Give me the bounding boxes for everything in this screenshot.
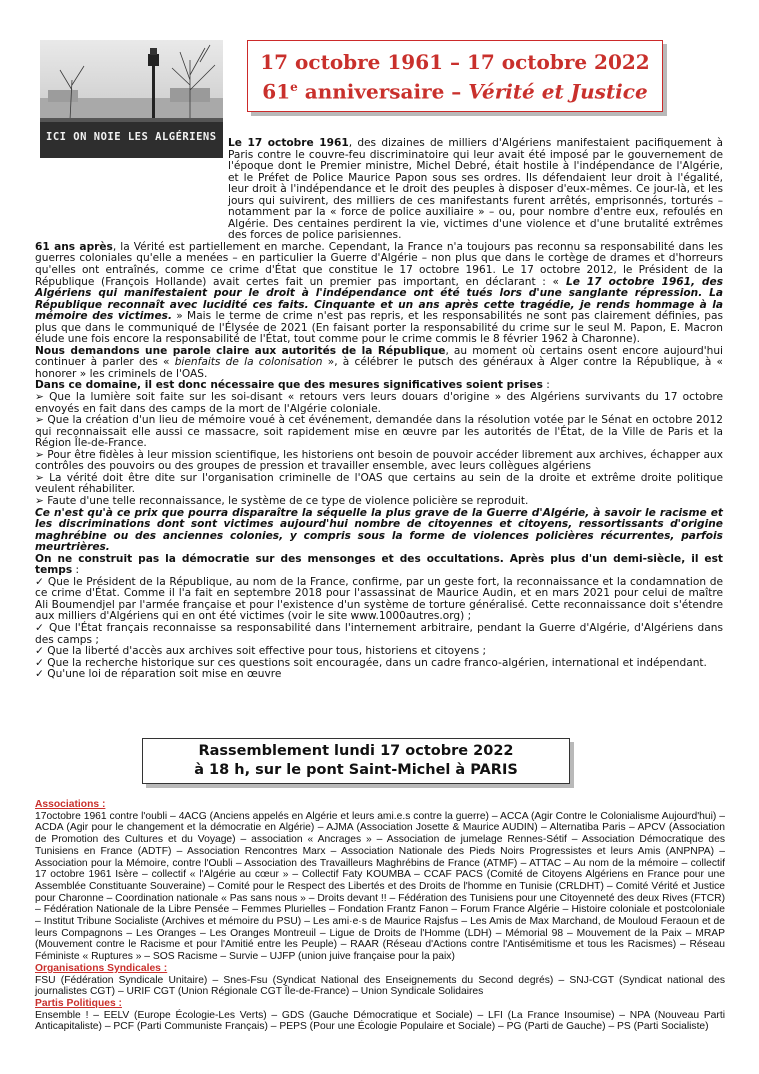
- demand-end: », à célébrer le putsch des généraux à Alger contre la République, à « honorer » les criminels de l'OAS.: [35, 356, 724, 380]
- paragraph-sequel: Ce n'est qu'à ce prix que pourra disparaître la séquelle la plus grave de la Guerre d'Algérie, à savoir le racisme et les discriminations dont sont victimes aujourd'hui nombre de citoyennes et citoyens, ressortissants d'origine maghrébine ou des anciennes colonies, y compris sous la forme de violences policières récurrentes, parfois meurtrières.: [35, 506, 723, 554]
- associations-heading: Associations :: [35, 799, 106, 810]
- parties-heading: Partis Politiques :: [35, 997, 122, 1009]
- democracy-colon: :: [72, 564, 80, 577]
- paragraph-61-lead: 61 ans après: [35, 240, 113, 253]
- paragraph-intro: [35, 138, 723, 242]
- intro-text: , des dizaines de milliers d'Algériens manifestaient pacifiquement à Paris contre le couvre-feu discriminatoire qui leur avait été imposé par le gouvernement de l'époque dont le Premier ministre, Michel Debré, était hostile à l'indépendance de l'Algérie, et le Préfet de Police Maurice Papon sous ses ordres. Ils défendaient leur droit à l'égalité, leur droit à l'indépendance et le droit des peuples à disposer d'eux-mêmes. Ce jour-là, et les jours qui suivirent, des milliers de ces manifestants furent arrêtés, emprisonnés, torturés – notamment par la « force de police auxiliaire » – ou, pour nombre d'entre eux, refoulés en Algérie. Des centaines perdirent la vie, victimes d'une violence et d'une brutalité extrêmes des forces de police parisiennes.: [228, 137, 723, 242]
- demand-text: , au moment où certains osent encore aujourd'hui continuer à parler des «: [35, 344, 723, 369]
- unions-heading: Organisations Syndicales :: [35, 962, 168, 974]
- paragraph-61-years: [35, 242, 723, 346]
- parties-list: Ensemble ! – EELV (Europe Écologie-Les Verts) – GDS (Gauche Démocratique et Sociale) – LFI (La France Insoumise) – NPA (Nouveau Parti Anticapitaliste) – PCF (Parti Communiste Français) – PEPS (Pour une Écologie Populaire et Sociale) – PG (Parti de Gauche) – PS (Parti Socialiste): [35, 1009, 725, 1033]
- paragraph-democracy: [35, 554, 723, 577]
- rally-box: [142, 738, 570, 784]
- hollande-quote: Le 17 octobre 1961, des Algériens qui manifestaient pour le droit à l'indépendance ont été tués lors d'une sanglante répression. La République reconnaît avec lucidité ces faits. Cinquante et un ans après cette tragédie, je rends hommage à la mémoire des victimes.: [35, 275, 724, 323]
- unions-list: FSU (Fédération Syndicale Unitaire) – Snes-Fsu (Syndicat National des Enseignements du Second degrés) – SNJ-CGT (Syndicat national des journalistes CGT) – URIF CGT (Union Régionale CGT Île-de-France) – Union Syndicale Solidaires: [35, 974, 725, 998]
- signatories: [35, 799, 725, 1033]
- title-superscript: e: [290, 80, 298, 94]
- check-item: ✓ Que le Président de la République, au nom de la France, confirme, par un geste fort, la reconnaissance et la condamnation de ce crime d'État. Comme il l'a fait en septembre 2018 pour l'assassinat de Maurice Audin, et en mars 2021 pour celui de maître Ali Boumendjel par l'armée française et pour l'existence d'un système de torture généralisé. Cette reconnaissance doit s'étendre aux milliers d'Algériens qui en ont été victimes (voir le site www.1000autres.org) ;: [35, 575, 723, 623]
- title-box: [247, 40, 663, 112]
- arrow-item: ➢ La vérité doit être dite sur l'organisation criminelle de l'OAS que certains au sein de la droite et extrême droite politique veulent réhabiliter.: [35, 471, 723, 496]
- arrow-item: ➢ Faute d'une telle reconnaissance, le système de ce type de violence policière se reproduit.: [35, 494, 529, 507]
- intro-date: Le 17 octobre 1961: [228, 137, 349, 149]
- rally-line-2: à 18 h, sur le pont Saint-Michel à PARIS: [194, 762, 518, 778]
- title-line-1: 17 octobre 1961 – 17 octobre 2022: [260, 50, 650, 74]
- check-item: ✓ Qu'une loi de réparation soit mise en œuvre: [35, 668, 282, 681]
- arrow-item: ➢ Pour être fidèles à leur mission scientifique, les historiens ont besoin de pouvoir accéder librement aux archives, échapper aux contrôles des pouvoirs ou des groupes de pression et travailler ensemble, avec leurs collègues algériens: [35, 448, 723, 473]
- paragraph-demand: [35, 346, 723, 381]
- title-anniversary-word: anniversaire –: [297, 79, 469, 104]
- measures-colon: :: [542, 379, 550, 392]
- measures-lead: Dans ce domaine, il est donc nécessaire que des mesures significatives soient prises: [35, 379, 543, 392]
- graffiti-text: ICI ON NOIE LES ALGÉRIENS: [46, 131, 217, 143]
- check-item: ✓ Que la liberté d'accès aux archives soit effective pour tous, historiens et citoyens ;: [35, 645, 487, 658]
- check-item: ✓ Que l'État français reconnaisse sa responsabilité dans l'internement arbitraire, pendant la Guerre d'Algérie, d'Algériens dans des camps ;: [35, 621, 723, 646]
- demand-lead: Nous demandons une parole claire aux autorités de la République: [35, 344, 446, 357]
- paragraph-61-text: , la Vérité est partiellement en marche. Cependant, la France n'a toujours pas reconnu sa responsabilité dans les guerres coloniales qu'elle a menées – en particulier la Guerre d'Algérie – non plus que dans le cortège de drames et d'horreurs qu'elles ont entraînés, comme ce crime d'État que constitue le 17 octobre 1961. Le 17 octobre 2012, le Président de la République (François Hollande) avait certes fait un premier pas important, en déclarant : «: [35, 240, 724, 288]
- associations-list: 17octobre 1961 contre l'oubli – 4ACG (Anciens appelés en Algérie et leurs ami.e.s contre la guerre) – ACCA (Agir Contre le Colonialisme Aujourd'hui) – ACDA (Agir pour le changement et la démocratie en Algérie) – AJMA (Association Josette & Maurice AUDIN) – Alternatiba Paris – APCV (Association de Promotion des Cultures et du Voyage) – association « Ancrages » – Association de jumelage Rennes-Sétif – Association Démocratique des Tunisiens en France (ADTF) – Association Rencontres Marx – Association Nationale des Pieds Noirs Progressistes et leurs Amis (ANPNPA) – Association pour la Mémoire, contre l'Oubli – Association des Travailleurs Maghrébins de France (ATMF) – ATTAC – Au nom de la mémoire – collectif 17 octobre 1961 Isère – collectif « l'Algérie au cœur » – Collectif Faty KOUMBA – CCAF PACS (Comité de Citoyens Algériens en France pour une Assemblée Constituante Souveraine) – Comité pour le Respect des Libertés et des Droits de l'homme en Tunisie (CRLDHT) – Comité Vérité et Justice pour Charonne – Coordination nationale « Pas sans nous » – Droits devant !! – Fédération des Tunisiens pour une Citoyenneté des deux Rives (FTCR) – Fédération Nationale de la Libre Pensée – Femmes Plurielles – Fondation Frantz Fanon – Forum France Algérie – Histoire coloniale et postcoloniale – Institut Tribune Socialiste (Archives et mémoire du PSU) – Les ami·e·s de Maurice Rajsfus – Les Amis de Max Marchand, de Mouloud Feraoun et de leurs Compagnons – Les Oranges – Les Oranges Montreuil – Ligue de Droits de l'Homme (LDH) – Mémorial 98 – Mouvement de la Paix – MRAP (Mouvement contre le Racisme et pour l'Amitié entre les Peuple) – RAAR (Réseau d'Actions contre l'Antisémitisme et tous les Racismes) – Réseau Féministe « Ruptures » – SOS Racisme – Survie – UJFP (union juive française pour la paix): [35, 810, 725, 963]
- check-item: ✓ Que la recherche historique sur ces questions soit encouragée, dans un cadre franco-algérien, international et indépendant.: [35, 656, 707, 669]
- title-italic: Vérité et Justice: [468, 79, 648, 104]
- title-anniversary-number: 61: [262, 79, 291, 104]
- rally-line-1: Rassemblement lundi 17 octobre 2022: [198, 743, 514, 759]
- arrow-item: ➢ Que la création d'un lieu de mémoire voué à cet événement, demandée dans la résolution votée par le Sénat en octobre 2012 qui reconnaissait elle aussi ce massacre, soit rapidement mise en œuvre par les autorités de l'État, de la Ville de Paris et la Région Île-de-France.: [35, 414, 723, 450]
- title-line-2: [248, 75, 662, 105]
- arrow-item: ➢ Que la lumière soit faite sur les soi-disant « retours vers leurs douars d'origine » des Algériens survivants du 17 octobre envoyés en fait dans des camps de la mort de l'Algérie coloniale.: [35, 391, 723, 415]
- demand-italic: bienfaits de la colonisation: [169, 356, 323, 369]
- main-text: [35, 138, 723, 681]
- democracy-lead: On ne construit pas la démocratie sur des mensonges et des occultations. Après plus d'un demi-siècle, il est temps: [35, 552, 723, 577]
- paragraph-61-end: » Mais le terme de crime n'est pas repris, et les responsabilités ne sont pas clairement définies, pas plus que dans le communiqué de l'Élysée de 2021 (En faisant porter la responsabilité du crime sur le seul M. Papon, E. Macron élude une fois encore la responsabilité de l'État, tout comme pour le crime commis le 8 février 1962 à Charonne).: [35, 310, 723, 346]
